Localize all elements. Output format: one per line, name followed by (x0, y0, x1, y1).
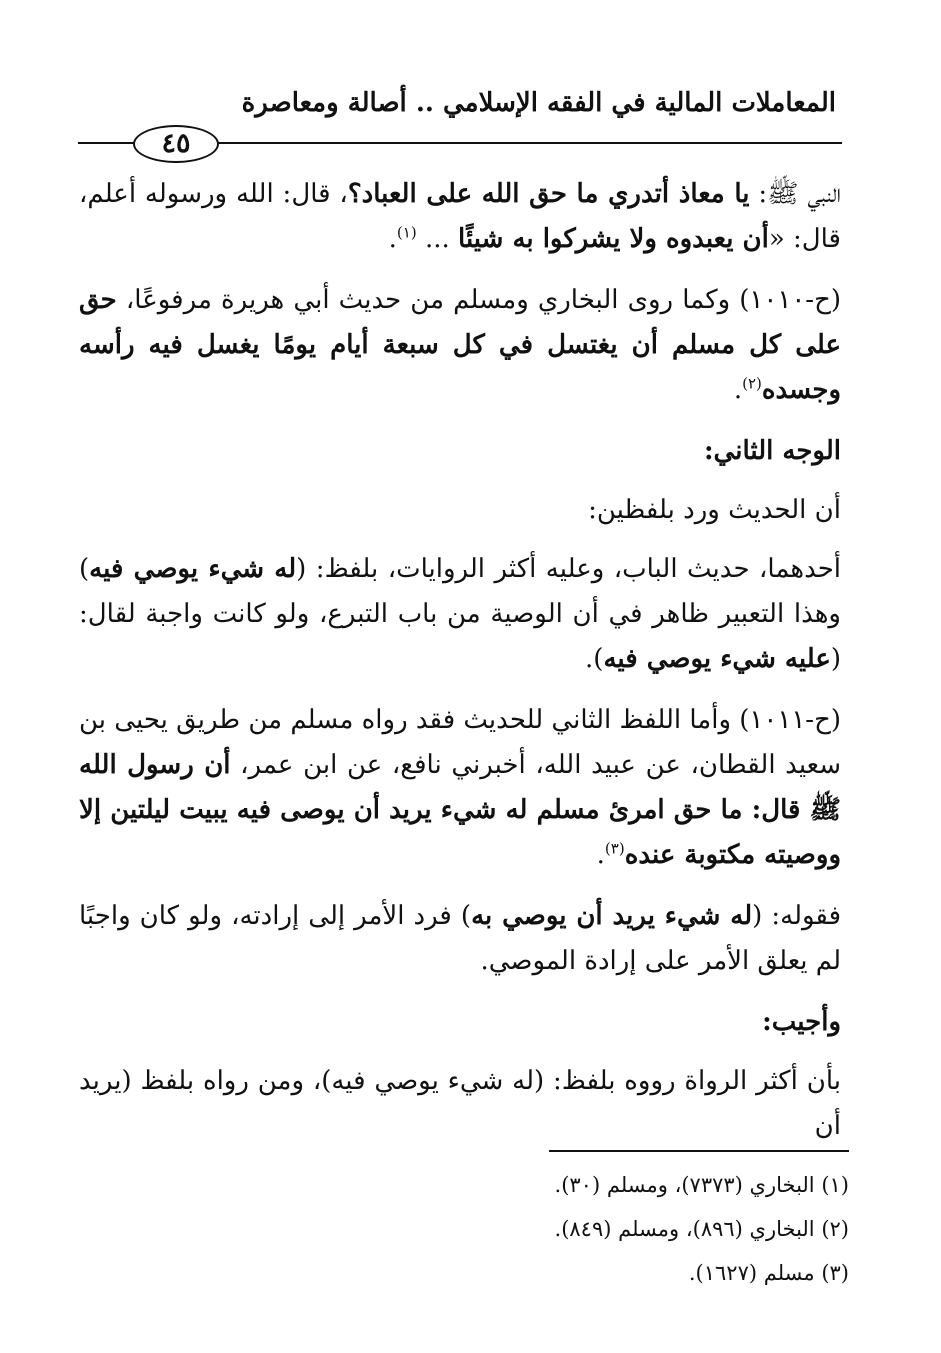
paragraph-his-saying: فقوله: (له شيء يريد أن يوصي به) فرد الأمر إلى إرادته، ولو كان واجبًا لم يعلق الأمر على إرادة الموصي. (79, 901, 841, 976)
footnote-ref-3: (٣) (604, 839, 625, 858)
footnotes (89, 1163, 849, 1295)
footnote-3: (٣) مسلم (١٦٢٧). (688, 1261, 849, 1285)
footnote-ref-1: (١) (396, 223, 417, 242)
running-header-title: المعاملات المالية في الفقه الإسلامي .. أصالة ومعاصرة (241, 88, 836, 118)
footnote-rule (549, 1150, 849, 1152)
section-heading-answer: وأجيب: (762, 1007, 841, 1037)
footnote-1: (١) البخاري (٧٣٧٣)، ومسلم (٣٠). (554, 1173, 849, 1197)
paragraph-hadith-1010: (ح-١٠١٠) وكما روى البخاري ومسلم من حديث أبي هريرة مرفوعًا، حق على كل مسلم أن يغتسل في كل سبعة أيام يومًا يغسل فيه رأسه وجسده$^{(٢)}$. (79, 285, 841, 405)
paragraph-hadith-1011: (ح-١٠١١) وأما اللفظ الثاني للحديث فقد رواه مسلم من طريق يحيى بن سعيد القطان، عن عبيد الله، أخبرني نافع، عن ابن عمر، أن رسول الله ﷺ قال: ما حق امرئ مسلم له شيء يريد أن يوصى فيه يبيت ليلتين إلا ووصيته مكتوبة عنده$^{(٣)}$. (79, 705, 841, 870)
footnote-2: (٢) البخاري (٨٩٦)، ومسلم (٨٤٩). (554, 1217, 849, 1241)
footnote-ref-2: (٢) (742, 374, 762, 393)
paragraph-hadith-muadh: النبي ﷺ: يا معاذ أتدري ما حق الله على العباد؟، قال: الله ورسوله أعلم، قال: «أن يعبدوه ولا يشركوا به شيئًا ... $^{(١)}$. (79, 179, 841, 254)
section-heading-second-aspect: الوجه الثاني: (703, 436, 841, 466)
page-number: ٤٥ (133, 125, 219, 163)
main-text (79, 172, 841, 1163)
paragraph-answer: بأن أكثر الرواة رووه بلفظ: (له شيء يوصي فيه)، ومن رواه بلفظ (يريد أن (79, 1066, 841, 1141)
paragraph-first-wording: أحدهما، حديث الباب، وعليه أكثر الروايات، بلفظ: (له شيء يوصي فيه) وهذا التعبير ظاهر في أن الوصية من باب التبرع، ولو كانت واجبة لقال: (عليه شيء يوصي فيه). (79, 554, 842, 674)
paragraph-two-wordings: أن الحديث ورد بلفظين: (588, 495, 841, 525)
